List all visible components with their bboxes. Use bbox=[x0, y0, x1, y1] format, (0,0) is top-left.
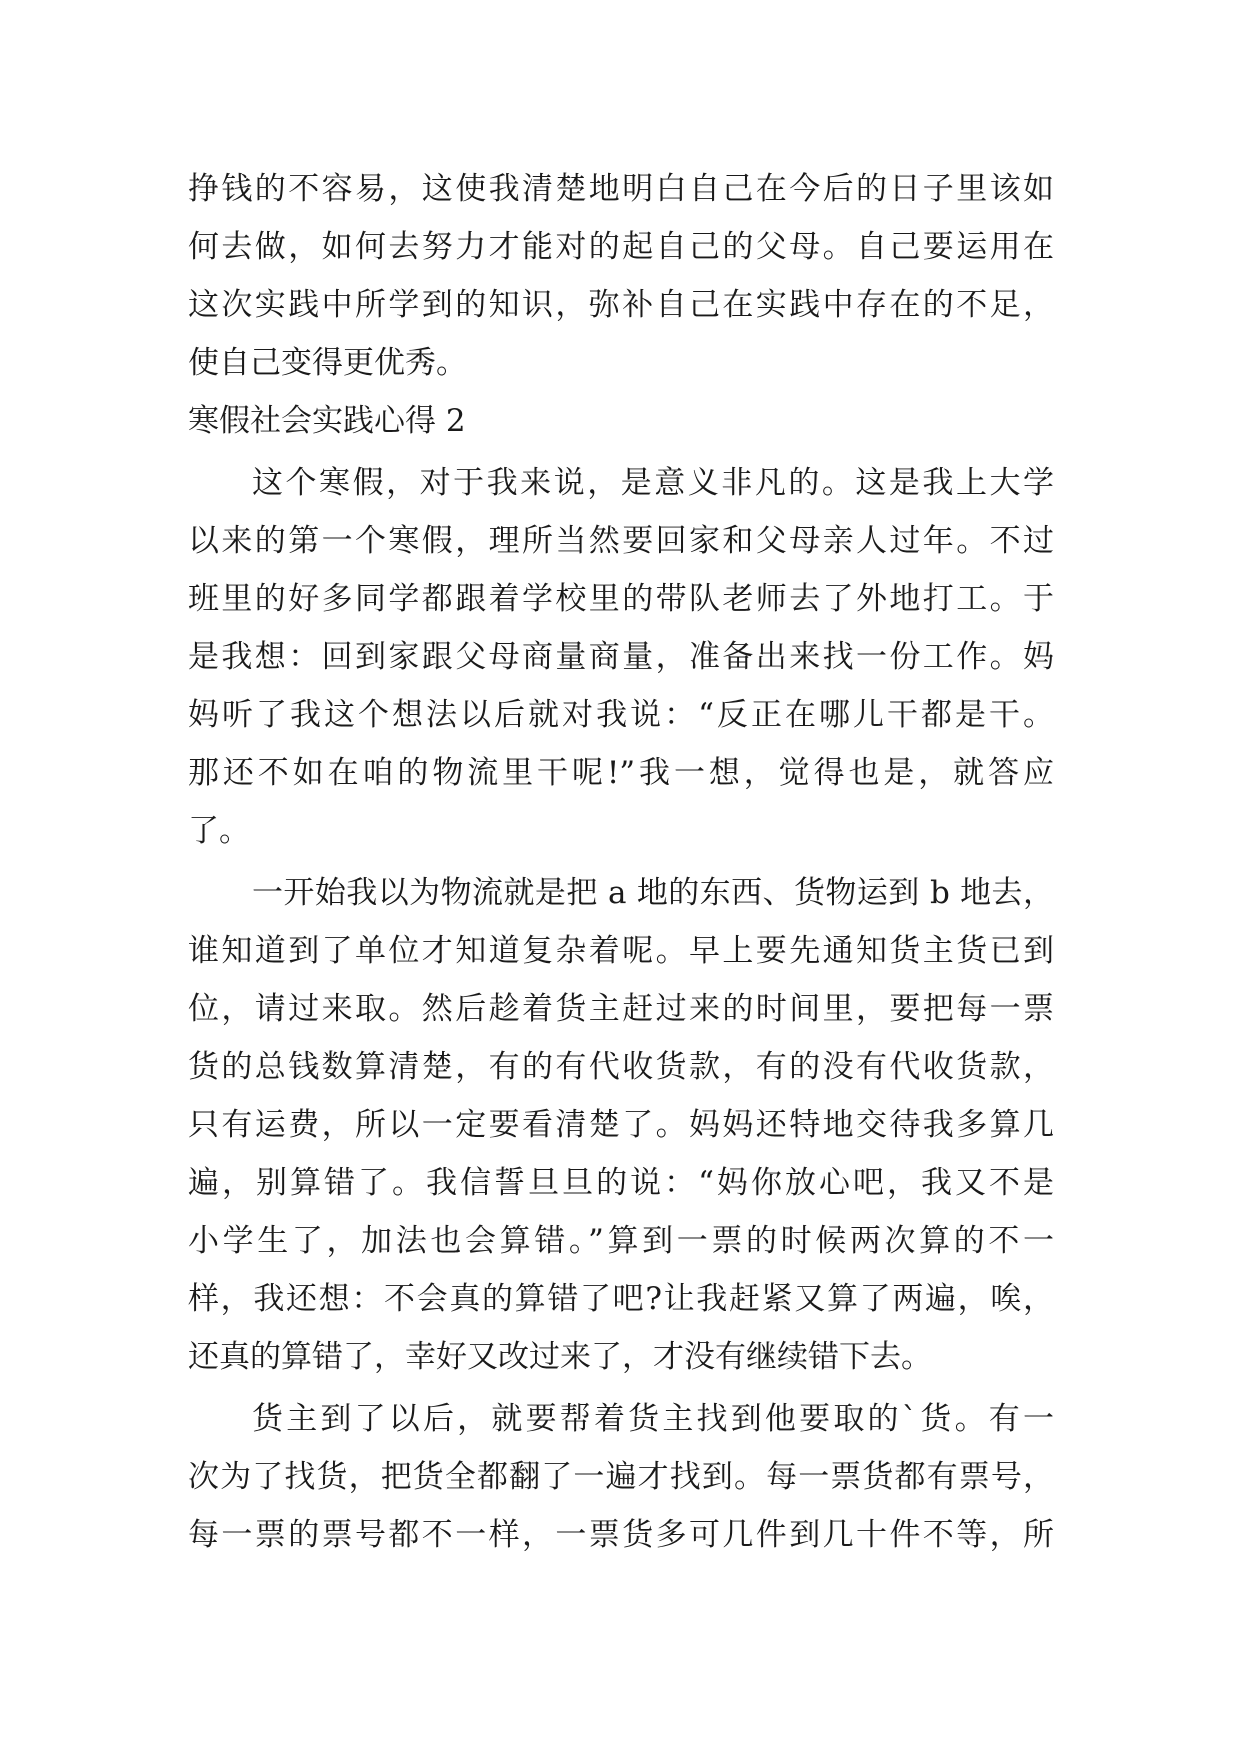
text-line: 班里的好多同学都跟着学校里的带队老师去了外地打工。于 bbox=[188, 581, 1054, 617]
text-line: 使自己变得更优秀。 bbox=[188, 345, 467, 381]
text-line: 货的总钱数算清楚，有的有代收货款，有的没有代收货款， bbox=[188, 1049, 1054, 1085]
intro-paragraph bbox=[188, 160, 1054, 392]
text-line: 是我想：回到家跟父母商量商量，准备出来找一份工作。妈 bbox=[188, 639, 1054, 675]
text-line: 小学生了，加法也会算错。”算到一票的时候两次算的不一 bbox=[188, 1223, 1054, 1259]
text-line: 那还不如在咱的物流里干呢!”我一想，觉得也是，就答应 bbox=[188, 755, 1054, 791]
text-line: 遍，别算错了。我信誓旦旦的说：“妈你放心吧，我又不是 bbox=[188, 1165, 1054, 1201]
text-line: 谁知道到了单位才知道复杂着呢。早上要先通知货主货已到 bbox=[188, 933, 1054, 969]
text-line: 货主到了以后，就要帮着货主找到他要取的`货。有一 bbox=[252, 1401, 1054, 1437]
text-line: 了。 bbox=[188, 813, 250, 849]
document-body bbox=[188, 160, 1054, 1564]
text-line: 这次实践中所学到的知识，弥补自己在实践中存在的不足， bbox=[188, 287, 1054, 323]
text-line: 妈听了我这个想法以后就对我说：“反正在哪儿干都是干。 bbox=[188, 697, 1054, 733]
text-line: 位，请过来取。然后趁着货主赶过来的时间里，要把每一票 bbox=[188, 991, 1054, 1027]
text-line: 以来的第一个寒假，理所当然要回家和父母亲人过年。不过 bbox=[188, 523, 1054, 559]
text-line: 只有运费，所以一定要看清楚了。妈妈还特地交待我多算几 bbox=[188, 1107, 1054, 1143]
text-line: 何去做，如何去努力才能对的起自己的父母。自己要运用在 bbox=[188, 229, 1054, 265]
text-line: 挣钱的不容易，这使我清楚地明白自己在今后的日子里该如 bbox=[188, 171, 1054, 207]
section-heading: 寒假社会实践心得 2 bbox=[188, 403, 466, 439]
text-line: 一开始我以为物流就是把 a 地的东西、货物运到 b 地去， bbox=[252, 875, 1054, 911]
text-line: 还真的算错了，幸好又改过来了，才没有继续错下去。 bbox=[188, 1339, 932, 1375]
paragraph-3 bbox=[188, 1390, 1054, 1564]
text-line: 次为了找货，把货全都翻了一遍才找到。每一票货都有票号， bbox=[188, 1459, 1054, 1495]
text-line: 样，我还想：不会真的算错了吧?让我赶紧又算了两遍，唉， bbox=[188, 1281, 1054, 1317]
text-line: 这个寒假，对于我来说，是意义非凡的。这是我上大学 bbox=[252, 465, 1054, 501]
paragraph-1 bbox=[188, 454, 1054, 860]
text-line: 每一票的票号都不一样，一票货多可几件到几十件不等，所 bbox=[188, 1517, 1054, 1553]
paragraph-2 bbox=[188, 864, 1054, 1386]
